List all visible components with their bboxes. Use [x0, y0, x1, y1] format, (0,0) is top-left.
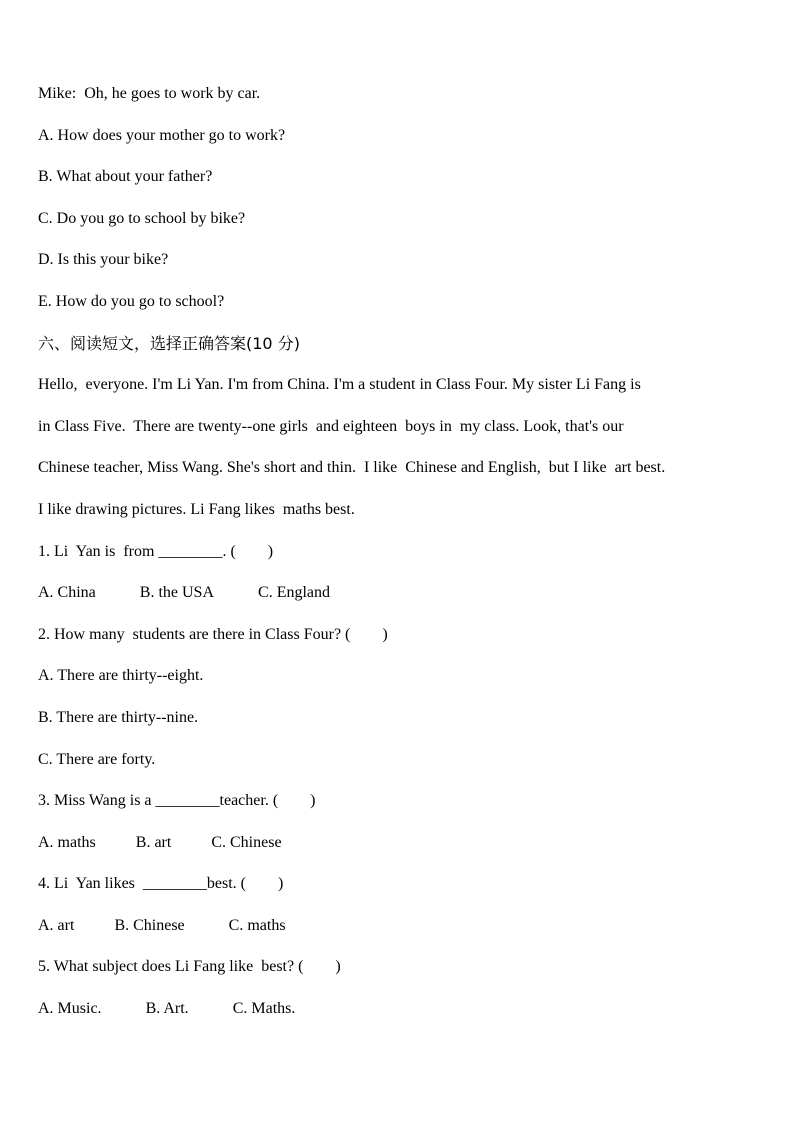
- question-4-stem: 4. Li Yan likes ________best. ( ): [38, 875, 284, 893]
- question-4-option-a: A. art: [38, 916, 75, 934]
- question-5-option-a: A. Music.: [38, 1000, 102, 1018]
- question-4-option-c: C. maths: [228, 916, 286, 934]
- dialogue-line-mike: Mike: Oh, he goes to work by car.: [38, 85, 261, 102]
- dialogue-option-c: C. Do you go to school by bike?: [38, 209, 246, 227]
- dialogue-option-e: E. How do you go to school?: [38, 292, 225, 310]
- question-4-option-b: B. Chinese: [114, 916, 185, 934]
- question-3-option-a: A. maths: [38, 833, 96, 851]
- question-2-stem: 2. How many students are there in Class Four? ( ): [38, 625, 388, 643]
- question-3-options: [38, 833, 768, 853]
- question-3-option-b: B. art: [135, 833, 172, 851]
- question-1-option-a: A. China: [38, 584, 96, 602]
- passage-line-2: in Class Five. There are twenty--one girls and eighteen boys in my class. Look, that's our: [38, 417, 624, 435]
- question-3-option-c: C. Chinese: [211, 833, 282, 851]
- question-2-option-b: B. There are thirty--nine.: [38, 708, 199, 726]
- question-5-stem: 5. What subject does Li Fang like best? ( ): [38, 958, 341, 976]
- dialogue-option-a: A. How does your mother go to work?: [38, 126, 286, 144]
- question-2-option-c: C. There are forty.: [38, 750, 156, 768]
- passage-line-4: I like drawing pictures. Li Fang likes maths best.: [38, 500, 355, 518]
- section-heading: 六、阅读短文，选择正确答案(10 分): [38, 333, 300, 353]
- question-5-option-b: B. Art.: [145, 1000, 189, 1018]
- question-1-stem: 1. Li Yan is from ________. ( ): [38, 542, 274, 560]
- question-5-option-c: C. Maths.: [232, 1000, 296, 1018]
- question-4-options: [38, 916, 768, 936]
- question-1-option-b: B. the USA: [139, 584, 215, 602]
- question-1-option-c: C. England: [258, 584, 331, 602]
- dialogue-option-d: D. Is this your bike?: [38, 251, 169, 269]
- passage-line-1: Hello, everyone. I'm Li Yan. I'm from China. I'm a student in Class Four. My sister Li Fang is: [38, 376, 641, 394]
- passage-line-3: Chinese teacher, Miss Wang. She's short and thin. I like Chinese and English, but I like art best.: [38, 459, 666, 477]
- question-5-options: [38, 999, 768, 1019]
- question-3-stem: 3. Miss Wang is a ________teacher. ( ): [38, 792, 316, 810]
- worksheet-page: [38, 84, 768, 1041]
- question-2-option-a: A. There are thirty--eight.: [38, 667, 204, 685]
- question-1-options: [38, 583, 768, 603]
- dialogue-option-b: B. What about your father?: [38, 168, 213, 186]
